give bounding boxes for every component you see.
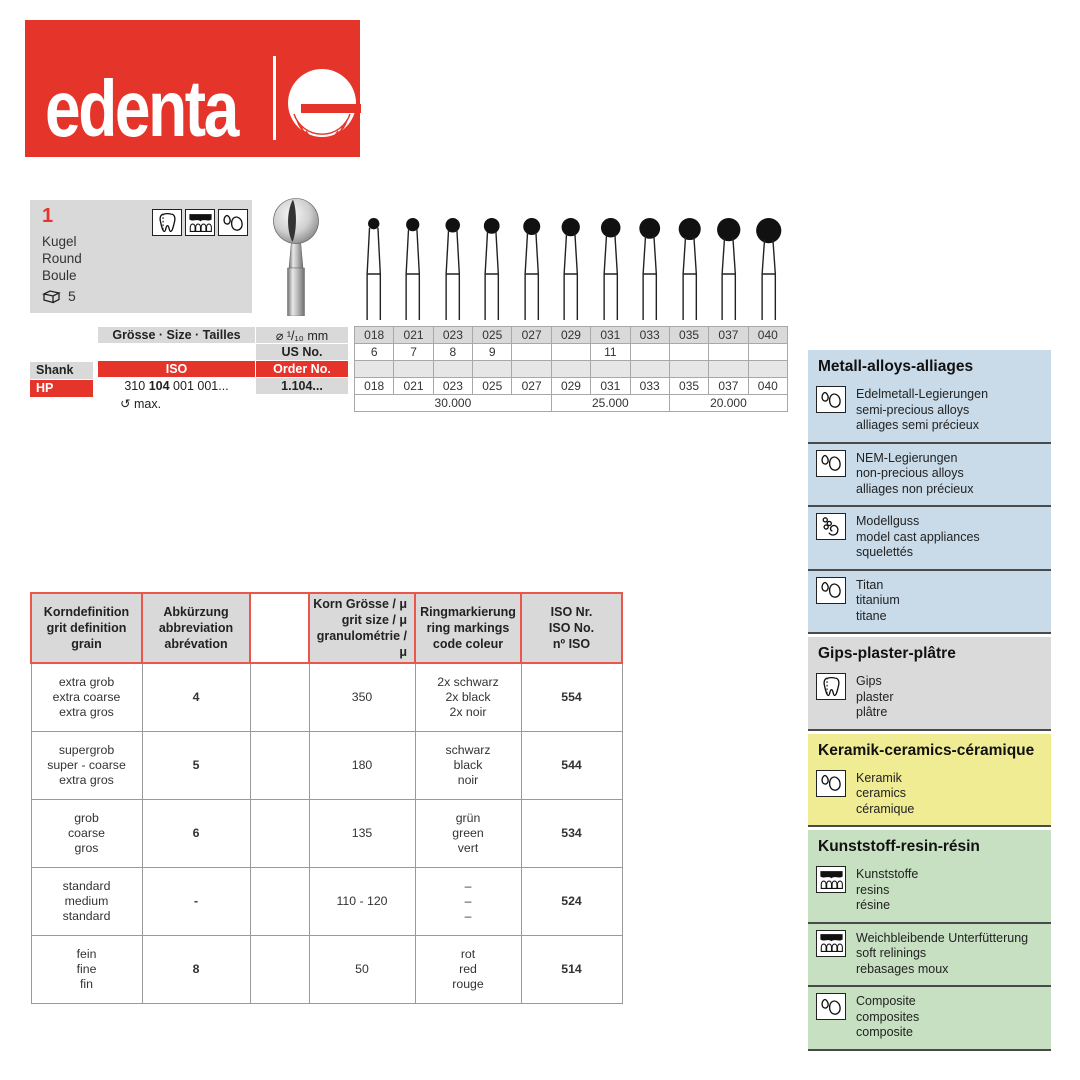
legend-item-text: Titan titanium titane xyxy=(856,577,900,623)
figure-number: 1 xyxy=(42,205,54,227)
bur-silhouette xyxy=(670,210,709,320)
size-cell: 035 xyxy=(669,327,708,344)
iso-header: ISO xyxy=(98,361,255,377)
grit-size: 110 - 120 xyxy=(309,867,415,935)
logo-divider xyxy=(273,56,276,140)
bur-silhouette xyxy=(709,210,748,320)
legend-item-text: Weichbleibende Unterfütterung soft relinings rebasages moux xyxy=(856,930,1029,976)
bur-silhouette xyxy=(551,210,590,320)
bur-silhouette xyxy=(630,210,669,320)
logo-wordmark: edenta xyxy=(45,64,237,153)
clasp-icon xyxy=(816,513,846,540)
us-no-cell: 8 xyxy=(433,344,472,361)
section-metall xyxy=(808,350,1051,634)
grit-header-row xyxy=(31,593,622,663)
grit-abbreviation: 5 xyxy=(142,731,250,799)
shank-labels xyxy=(30,362,93,398)
us-no-row xyxy=(355,344,788,361)
bur-silhouette xyxy=(591,210,630,320)
spacer-row xyxy=(355,361,788,378)
grit-ring-markings: rot red rouge xyxy=(415,935,521,1003)
rpm-cell: 30.000 xyxy=(355,395,552,412)
grit-definition: fein fine fin xyxy=(31,935,142,1003)
size-cell: 027 xyxy=(512,327,551,344)
grit-abbreviation: 6 xyxy=(142,799,250,867)
material-legend-sidebar xyxy=(808,350,1051,1054)
product-name-en: Round xyxy=(42,251,82,266)
legend-item-text: Keramik ceramics céramique xyxy=(856,770,915,816)
size-cell: 025 xyxy=(473,327,512,344)
bur-silhouette xyxy=(433,210,472,320)
legend-item xyxy=(808,860,1051,922)
iso-code xyxy=(98,378,255,394)
grit-definition: extra grob extra coarse extra gros xyxy=(31,663,142,731)
rpm-cell: 20.000 xyxy=(669,395,787,412)
size-cell: 031 xyxy=(591,327,630,344)
us-no-cell: 11 xyxy=(591,344,630,361)
alloy-nuggets-icon xyxy=(816,386,846,413)
grit-ring-markings: – – – xyxy=(415,867,521,935)
section-title: Keramik-ceramics-céramique xyxy=(818,741,1035,759)
grit-texture-sample xyxy=(250,867,309,935)
order-size-cell: 025 xyxy=(473,378,512,395)
section-title: Kunststoff-resin-résin xyxy=(818,838,980,855)
max-text: max. xyxy=(133,396,162,411)
rotation-icon: ↺ xyxy=(120,396,131,411)
grit-row xyxy=(31,799,622,867)
iso-code-post: 001 001... xyxy=(169,379,229,393)
section-kunststoff xyxy=(808,830,1051,1051)
legend-item-text: NEM-Legierungen non-precious alloys alliages non précieux xyxy=(856,450,974,496)
denture-icon xyxy=(816,866,846,893)
grit-size: 135 xyxy=(309,799,415,867)
application-icons xyxy=(152,209,248,236)
grit-definition-table xyxy=(30,592,623,1004)
us-no-cell: 7 xyxy=(394,344,433,361)
empty-cell xyxy=(551,361,590,378)
section-keramik xyxy=(808,734,1051,828)
size-header: Grösse · Size · Tailles xyxy=(98,327,255,343)
legend-item xyxy=(808,667,1051,729)
alloy-nuggets-icon xyxy=(816,993,846,1020)
size-cell: 033 xyxy=(630,327,669,344)
legend-item-text: Modellguss model cast appliances squelettés xyxy=(856,514,980,559)
grit-ring-markings: 2x schwarz 2x black 2x noir xyxy=(415,663,521,731)
order-size-cell: 031 xyxy=(591,378,630,395)
legend-item xyxy=(808,380,1051,442)
round-bur-photo xyxy=(272,196,320,316)
size-table-grid xyxy=(354,326,788,412)
order-size-cell: 035 xyxy=(669,378,708,395)
tooth-plaster-icon xyxy=(152,209,182,236)
grit-ring-markings: schwarz black noir xyxy=(415,731,521,799)
order-size-cell: 018 xyxy=(355,378,394,395)
order-size-cell: 027 xyxy=(512,378,551,395)
bur-silhouette xyxy=(472,210,511,320)
grit-definition: supergrob super - coarse extra gros xyxy=(31,731,142,799)
us-no-cell xyxy=(551,344,590,361)
empty-cell xyxy=(355,361,394,378)
grit-header-texture xyxy=(250,593,309,663)
edenta-logo xyxy=(25,20,360,157)
grit-row xyxy=(31,867,622,935)
legend-item xyxy=(808,764,1051,826)
empty-cell xyxy=(433,361,472,378)
size-cell: 040 xyxy=(748,327,787,344)
grit-header-iso: ISO Nr. ISO No. nº ISO xyxy=(521,593,622,663)
us-no-cell: 9 xyxy=(473,344,512,361)
us-no-cell xyxy=(709,344,748,361)
grit-ring-markings: grün green vert xyxy=(415,799,521,867)
section-title: Metall-alloys-alliages xyxy=(818,358,974,375)
grit-iso-no: 554 xyxy=(521,663,622,731)
rpm-row xyxy=(355,395,788,412)
alloy-nuggets-icon xyxy=(218,209,248,236)
max-rpm-label xyxy=(98,395,348,411)
empty-cell xyxy=(630,361,669,378)
product-info-box xyxy=(30,200,252,313)
legend-item xyxy=(808,505,1051,569)
us-no-cell xyxy=(669,344,708,361)
grit-row xyxy=(31,935,622,1003)
grit-header-size: Korn Grösse / μ grit size / μ granulométrie / μ xyxy=(309,593,415,663)
grit-iso-no: 524 xyxy=(521,867,622,935)
grit-abbreviation: 4 xyxy=(142,663,250,731)
size-row xyxy=(355,327,788,344)
grit-definition: standard medium standard xyxy=(31,867,142,935)
grit-size: 180 xyxy=(309,731,415,799)
legend-item-text: Composite composites composite xyxy=(856,994,920,1039)
order-size-cell: 033 xyxy=(630,378,669,395)
size-cell: 018 xyxy=(355,327,394,344)
legend-item-text: Gips plaster plâtre xyxy=(856,674,894,719)
alloy-nuggets-icon xyxy=(816,450,846,477)
grit-texture-sample xyxy=(250,663,309,731)
legend-item xyxy=(808,442,1051,506)
grit-row xyxy=(31,663,622,731)
rpm-cell: 25.000 xyxy=(551,395,669,412)
order-no-header: Order No. xyxy=(256,361,348,377)
grit-abbreviation: - xyxy=(142,867,250,935)
order-size-cell: 023 xyxy=(433,378,472,395)
empty-cell xyxy=(473,361,512,378)
denture-icon xyxy=(816,930,846,957)
grit-header-definition: Korndefinition grit definition grain xyxy=(31,593,142,663)
grit-size: 50 xyxy=(309,935,415,1003)
pack-quantity xyxy=(42,288,76,304)
grit-iso-no: 534 xyxy=(521,799,622,867)
alloy-nuggets-icon xyxy=(816,770,846,797)
size-cell: 023 xyxy=(433,327,472,344)
order-size-cell: 037 xyxy=(709,378,748,395)
empty-cell xyxy=(748,361,787,378)
shank-header: Shank xyxy=(30,362,93,379)
bur-silhouette xyxy=(393,210,432,320)
empty-cell xyxy=(709,361,748,378)
grit-size: 350 xyxy=(309,663,415,731)
grit-definition: grob coarse gros xyxy=(31,799,142,867)
product-names xyxy=(42,233,82,284)
iso-code-pre: 310 xyxy=(124,379,149,393)
package-icon xyxy=(42,289,61,304)
grit-iso-no: 544 xyxy=(521,731,622,799)
diameter-header: ⌀ ¹/₁₀ mm xyxy=(256,327,348,343)
order-size-cell: 029 xyxy=(551,378,590,395)
grit-abbreviation: 8 xyxy=(142,935,250,1003)
order-size-cell: 021 xyxy=(394,378,433,395)
pack-quantity-value: 5 xyxy=(68,288,76,304)
grit-texture-sample xyxy=(250,731,309,799)
order-size-row xyxy=(355,378,788,395)
legend-item-text: Edelmetall-Legierungen semi-precious alloys alliages semi précieux xyxy=(856,387,989,432)
size-cell: 037 xyxy=(709,327,748,344)
bur-size-silhouettes xyxy=(354,210,788,320)
product-name-de: Kugel xyxy=(42,234,77,249)
us-no-cell xyxy=(748,344,787,361)
iso-code-bold: 104 xyxy=(148,379,170,393)
order-size-cell: 040 xyxy=(748,378,787,395)
empty-cell xyxy=(669,361,708,378)
bur-silhouette xyxy=(512,210,551,320)
section-title: Gips-plaster-plâtre xyxy=(818,645,956,662)
section-gips xyxy=(808,637,1051,731)
tooth-plaster-icon xyxy=(816,673,846,700)
legend-item xyxy=(808,569,1051,633)
empty-cell xyxy=(512,361,551,378)
logo-e-globe-icon xyxy=(285,66,361,142)
us-no-cell xyxy=(630,344,669,361)
grit-header-abbreviation: Abkürzung abbreviation abrévation xyxy=(142,593,250,663)
grit-header-ring: Ringmarkierung ring markings code coleur xyxy=(415,593,521,663)
size-cell: 021 xyxy=(394,327,433,344)
order-code: 1.104... xyxy=(256,378,348,394)
size-cell: 029 xyxy=(551,327,590,344)
product-name-fr: Boule xyxy=(42,268,77,283)
size-table-left xyxy=(97,326,349,412)
legend-item-text: Kunststoffe resins résine xyxy=(856,867,919,912)
grit-row xyxy=(31,731,622,799)
us-no-cell: 6 xyxy=(355,344,394,361)
legend-item xyxy=(808,985,1051,1049)
denture-icon xyxy=(185,209,215,236)
bur-silhouette xyxy=(749,210,788,320)
empty-cell xyxy=(98,344,255,360)
legend-item xyxy=(808,922,1051,986)
empty-cell xyxy=(394,361,433,378)
alloy-nuggets-icon xyxy=(816,577,846,604)
bur-silhouette xyxy=(354,210,393,320)
grit-iso-no: 514 xyxy=(521,935,622,1003)
grit-texture-sample xyxy=(250,799,309,867)
empty-cell xyxy=(591,361,630,378)
grit-texture-sample xyxy=(250,935,309,1003)
us-no-header: US No. xyxy=(256,344,348,360)
shank-value: HP xyxy=(30,380,93,397)
us-no-cell xyxy=(512,344,551,361)
